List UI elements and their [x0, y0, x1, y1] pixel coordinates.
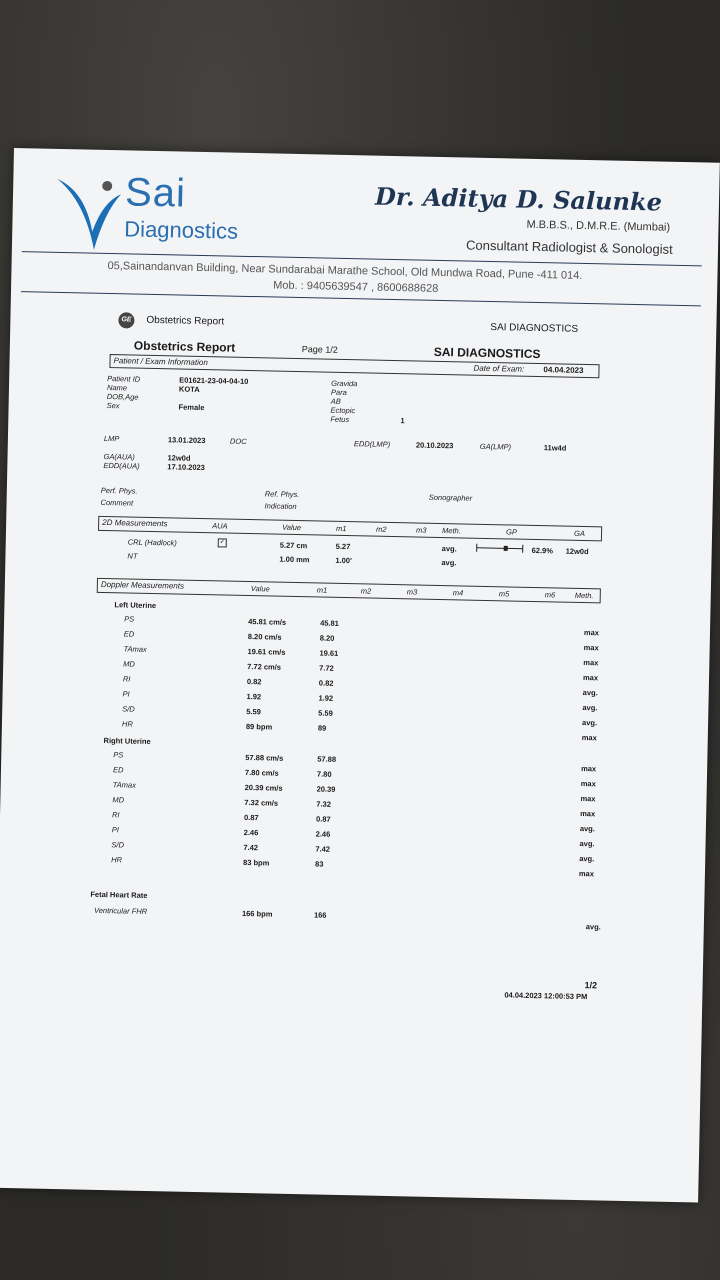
- ga-aua-label: GA(AUA): [103, 451, 135, 462]
- fetus-label: Fetus: [330, 414, 350, 425]
- right-uterine-doppler-row-value: 7.42: [243, 842, 259, 853]
- left-uterine-doppler-row-label: PS: [124, 614, 135, 624]
- clinic-mobile: Mob. : 9405639547 , 8600688628: [273, 279, 439, 295]
- crl-m1: 5.27: [335, 541, 351, 552]
- right-uterine-doppler-row-m1: 7.80: [316, 769, 332, 779]
- fhr-label: Ventricular FHR: [93, 905, 148, 916]
- gp-range-bar-icon: [476, 543, 524, 554]
- right-uterine-doppler-row-label: RI: [111, 810, 120, 820]
- left-uterine-doppler-row-label: TAmax: [123, 644, 147, 654]
- patient-name-value: KOTA: [178, 384, 200, 394]
- right-uterine-doppler-row-m1: 7.32: [316, 799, 332, 809]
- left-uterine-doppler-row-meth: avg.: [582, 703, 598, 713]
- patient-section-title: Patient / Exam Information: [113, 356, 208, 368]
- logo-diagnostics-text: Diagnostics: [124, 216, 239, 244]
- ga-lmp-value: 11w4d: [543, 443, 567, 453]
- patient-dob-label: DOB,Age: [106, 391, 139, 402]
- left-uterine-doppler-row-value: 19.61 cm/s: [247, 647, 286, 657]
- doppler-col-m4: m4: [452, 588, 464, 598]
- doppler-col-value: Value: [250, 584, 270, 594]
- nt-label: NT: [127, 551, 138, 561]
- right-uterine-doppler-row-value: 7.80 cm/s: [244, 767, 279, 778]
- left-uterine-doppler-row-value: 1.92: [246, 691, 262, 702]
- crl-meth: avg.: [441, 544, 457, 554]
- right-uterine-doppler-row-m1: 83: [314, 859, 324, 869]
- right-uterine-doppler-row-label: MD: [112, 795, 125, 805]
- left-uterine-doppler-row-meth: max: [582, 673, 599, 683]
- crl-ga: 12w0d: [565, 546, 589, 557]
- clinic-address: 05,Sainandanvan Building, Near Sundarabai Marathe School, Old Mundwa Road, Pune -411 014.: [107, 259, 583, 282]
- nt-value: 1.00 mm: [279, 554, 310, 565]
- ga-aua-value: 12w0d: [167, 453, 191, 463]
- right-uterine-doppler-row-m1: 7.42: [315, 844, 331, 854]
- patient-sex-value: Female: [178, 402, 205, 413]
- col-gp: GP: [505, 527, 518, 537]
- ge-logo-icon: GE: [118, 312, 134, 328]
- fhr-value: 166 bpm: [241, 908, 273, 919]
- lmp-label: LMP: [103, 433, 120, 444]
- col-aua: AUA: [212, 521, 228, 531]
- left-uterine-doppler-row-meth: max: [583, 628, 600, 638]
- exam-date-value: 04.04.2023: [543, 365, 584, 375]
- right-uterine-doppler-row-value: 7.32 cm/s: [244, 797, 279, 808]
- left-uterine-title: Left Uterine: [114, 600, 157, 611]
- right-uterine-doppler-row-meth: max: [580, 794, 596, 804]
- right-uterine-title: Right Uterine: [103, 736, 151, 746]
- doctor-name: Dr. Aditya D. Salunke: [374, 181, 663, 217]
- right-uterine-doppler-row-label: PI: [111, 825, 119, 835]
- lmp-value: 13.01.2023: [167, 435, 206, 446]
- report-title: Obstetrics Report: [133, 338, 236, 355]
- left-uterine-doppler-row-label: RI: [122, 674, 131, 684]
- doppler-title: Doppler Measurements: [100, 579, 185, 591]
- left-uterine-doppler-row-m1: 1.92: [318, 693, 334, 703]
- doctor-designation: Consultant Radiologist & Sonologist: [465, 237, 673, 257]
- right-uterine-doppler-row-meth: max: [581, 764, 597, 774]
- fetus-value: 1: [400, 416, 405, 426]
- edd-lmp-label: EDD(LMP): [353, 439, 391, 449]
- col-m1: m1: [336, 523, 347, 534]
- left-uterine-doppler-row-m1: 8.20: [319, 633, 335, 643]
- report-title-small: Obstetrics Report: [146, 314, 225, 328]
- col-m2: m2: [376, 524, 387, 534]
- sai-swoosh-logo-icon: [54, 171, 126, 252]
- left-uterine-doppler-row-label: MD: [123, 659, 135, 669]
- clinic-name-small: SAI DIAGNOSTICS: [490, 322, 579, 335]
- right-uterine-doppler-row-m1: 20.39: [316, 784, 336, 794]
- crl-gp: 62.9%: [531, 545, 554, 556]
- left-uterine-doppler-row-meth: max: [583, 658, 599, 668]
- patient-sex-label: Sex: [106, 400, 120, 411]
- left-uterine-doppler-row-m1: 45.81: [320, 618, 339, 628]
- left-uterine-doppler-row-value: 89 bpm: [245, 721, 273, 732]
- right-uterine-doppler-row-value: 0.87: [243, 812, 259, 823]
- edd-aua-label: EDD(AUA): [103, 460, 140, 471]
- crl-value: 5.27 cm: [279, 540, 308, 551]
- right-uterine-doppler-row-label: S/D: [111, 840, 125, 850]
- right-uterine-doppler-row-m1: 0.87: [315, 814, 331, 824]
- ectopic-label: Ectopic: [330, 405, 356, 416]
- left-uterine-doppler-row-m1: 5.59: [318, 708, 333, 718]
- patient-name-label: Name: [106, 383, 128, 393]
- left-uterine-doppler-row-value: 7.72 cm/s: [247, 661, 282, 672]
- doc-label: DOC: [229, 436, 247, 446]
- doppler-col-m6: m6: [544, 590, 556, 600]
- left-uterine-doppler-row-value: 0.82: [246, 676, 262, 687]
- left-uterine-doppler-row-value: 5.59: [246, 706, 261, 717]
- right-uterine-doppler-row-value: 57.88 cm/s: [245, 752, 284, 763]
- col-m3: m3: [415, 525, 427, 535]
- footer-timestamp: 04.04.2023 12:00:53 PM: [504, 990, 588, 1002]
- doppler-col-m1: m1: [316, 585, 328, 595]
- right-uterine-doppler-row-label: PS: [113, 750, 124, 760]
- right-uterine-doppler-row-m1: 2.46: [315, 829, 331, 839]
- ab-label: AB: [330, 396, 341, 406]
- col-value: Value: [282, 522, 302, 533]
- exam-date-label: Date of Exam:: [473, 363, 525, 374]
- report-paper: [0, 148, 720, 1203]
- ga-lmp-label: GA(LMP): [479, 441, 512, 452]
- left-uterine-doppler-row-value: 8.20 cm/s: [247, 632, 282, 642]
- right-uterine-doppler-row-value: 83 bpm: [242, 857, 270, 868]
- perf-phys-label: Perf. Phys.: [100, 485, 138, 496]
- footer-page: 1/2: [584, 980, 598, 991]
- fhr-m1: 166: [313, 910, 327, 920]
- doppler-col-m5: m5: [498, 589, 510, 599]
- left-uterine-doppler-row-meth: max: [581, 733, 597, 743]
- left-uterine-doppler-row-meth: avg.: [582, 688, 598, 698]
- left-uterine-doppler-row-label: PI: [122, 689, 130, 699]
- right-uterine-doppler-row-label: HR: [111, 855, 123, 865]
- doppler-col-meth: Meth.: [574, 590, 594, 601]
- report-page: Page 1/2: [301, 344, 338, 355]
- edd-lmp-value: 20.10.2023: [415, 440, 454, 451]
- left-uterine-doppler-row-label: S/D: [122, 704, 135, 714]
- indication-label: Indication: [264, 501, 297, 511]
- patient-id-value: E01621-23-04-04-10: [179, 375, 249, 386]
- right-uterine-doppler-row-meth: max: [580, 809, 596, 819]
- comment-label: Comment: [100, 497, 134, 508]
- left-uterine-doppler-row-m1: 89: [317, 723, 327, 733]
- ref-phys-label: Ref. Phys.: [264, 489, 300, 500]
- right-uterine-doppler-row-meth: avg.: [579, 853, 595, 864]
- crl-label: CRL (Hadlock): [127, 537, 177, 548]
- left-uterine-doppler-row-label: HR: [121, 719, 133, 729]
- logo-sai-text: Sai: [124, 170, 187, 216]
- right-uterine-doppler-row-label: ED: [112, 765, 124, 775]
- right-uterine-doppler-row-meth: max: [580, 779, 596, 789]
- doctor-degrees: M.B.B.S., D.M.R.E. (Mumbai): [526, 218, 671, 234]
- edd-aua-value: 17.10.2023: [167, 462, 205, 473]
- left-uterine-doppler-row-label: ED: [123, 629, 135, 639]
- right-uterine-doppler-row-meth: avg.: [579, 824, 595, 834]
- col-ga: GA: [573, 528, 585, 539]
- doppler-col-m3: m3: [406, 587, 418, 597]
- right-uterine-doppler-row-value: 20.39 cm/s: [244, 782, 283, 793]
- letterhead-rule-bottom: [21, 291, 701, 306]
- fhr-meth: avg.: [585, 922, 601, 932]
- sonographer-label: Sonographer: [428, 492, 473, 503]
- right-uterine-doppler-row-label: TAmax: [112, 780, 136, 790]
- right-uterine-doppler-row-value: 2.46: [243, 827, 259, 838]
- clinic-name: SAI DIAGNOSTICS: [433, 344, 541, 362]
- right-uterine-doppler-row-meth: avg.: [579, 838, 595, 849]
- patient-id-label: Patient ID: [107, 374, 141, 384]
- left-uterine-doppler-row-value: 45.81 cm/s: [248, 617, 287, 627]
- left-uterine-doppler-row-m1: 7.72: [319, 663, 334, 673]
- fhr-title: Fetal Heart Rate: [90, 889, 148, 900]
- doppler-col-m2: m2: [360, 586, 372, 596]
- gravida-label: Gravida: [331, 378, 358, 389]
- nt-m1: 1.00': [335, 555, 352, 566]
- col-meth: Meth.: [441, 526, 461, 536]
- crl-aua-checkbox: ✓: [218, 538, 227, 547]
- left-uterine-doppler-row-m1: 19.61: [319, 648, 339, 658]
- nt-meth: avg.: [441, 558, 457, 568]
- para-label: Para: [330, 387, 347, 398]
- left-uterine-doppler-row-m1: 0.82: [318, 678, 334, 688]
- left-uterine-doppler-row-meth: max: [583, 643, 599, 653]
- right-uterine-doppler-row-m1: 57.88: [317, 754, 337, 764]
- left-uterine-doppler-row-meth: avg.: [581, 718, 598, 728]
- measurements-2d-title: 2D Measurements: [102, 517, 168, 529]
- right-uterine-doppler-row-meth: max: [578, 868, 595, 879]
